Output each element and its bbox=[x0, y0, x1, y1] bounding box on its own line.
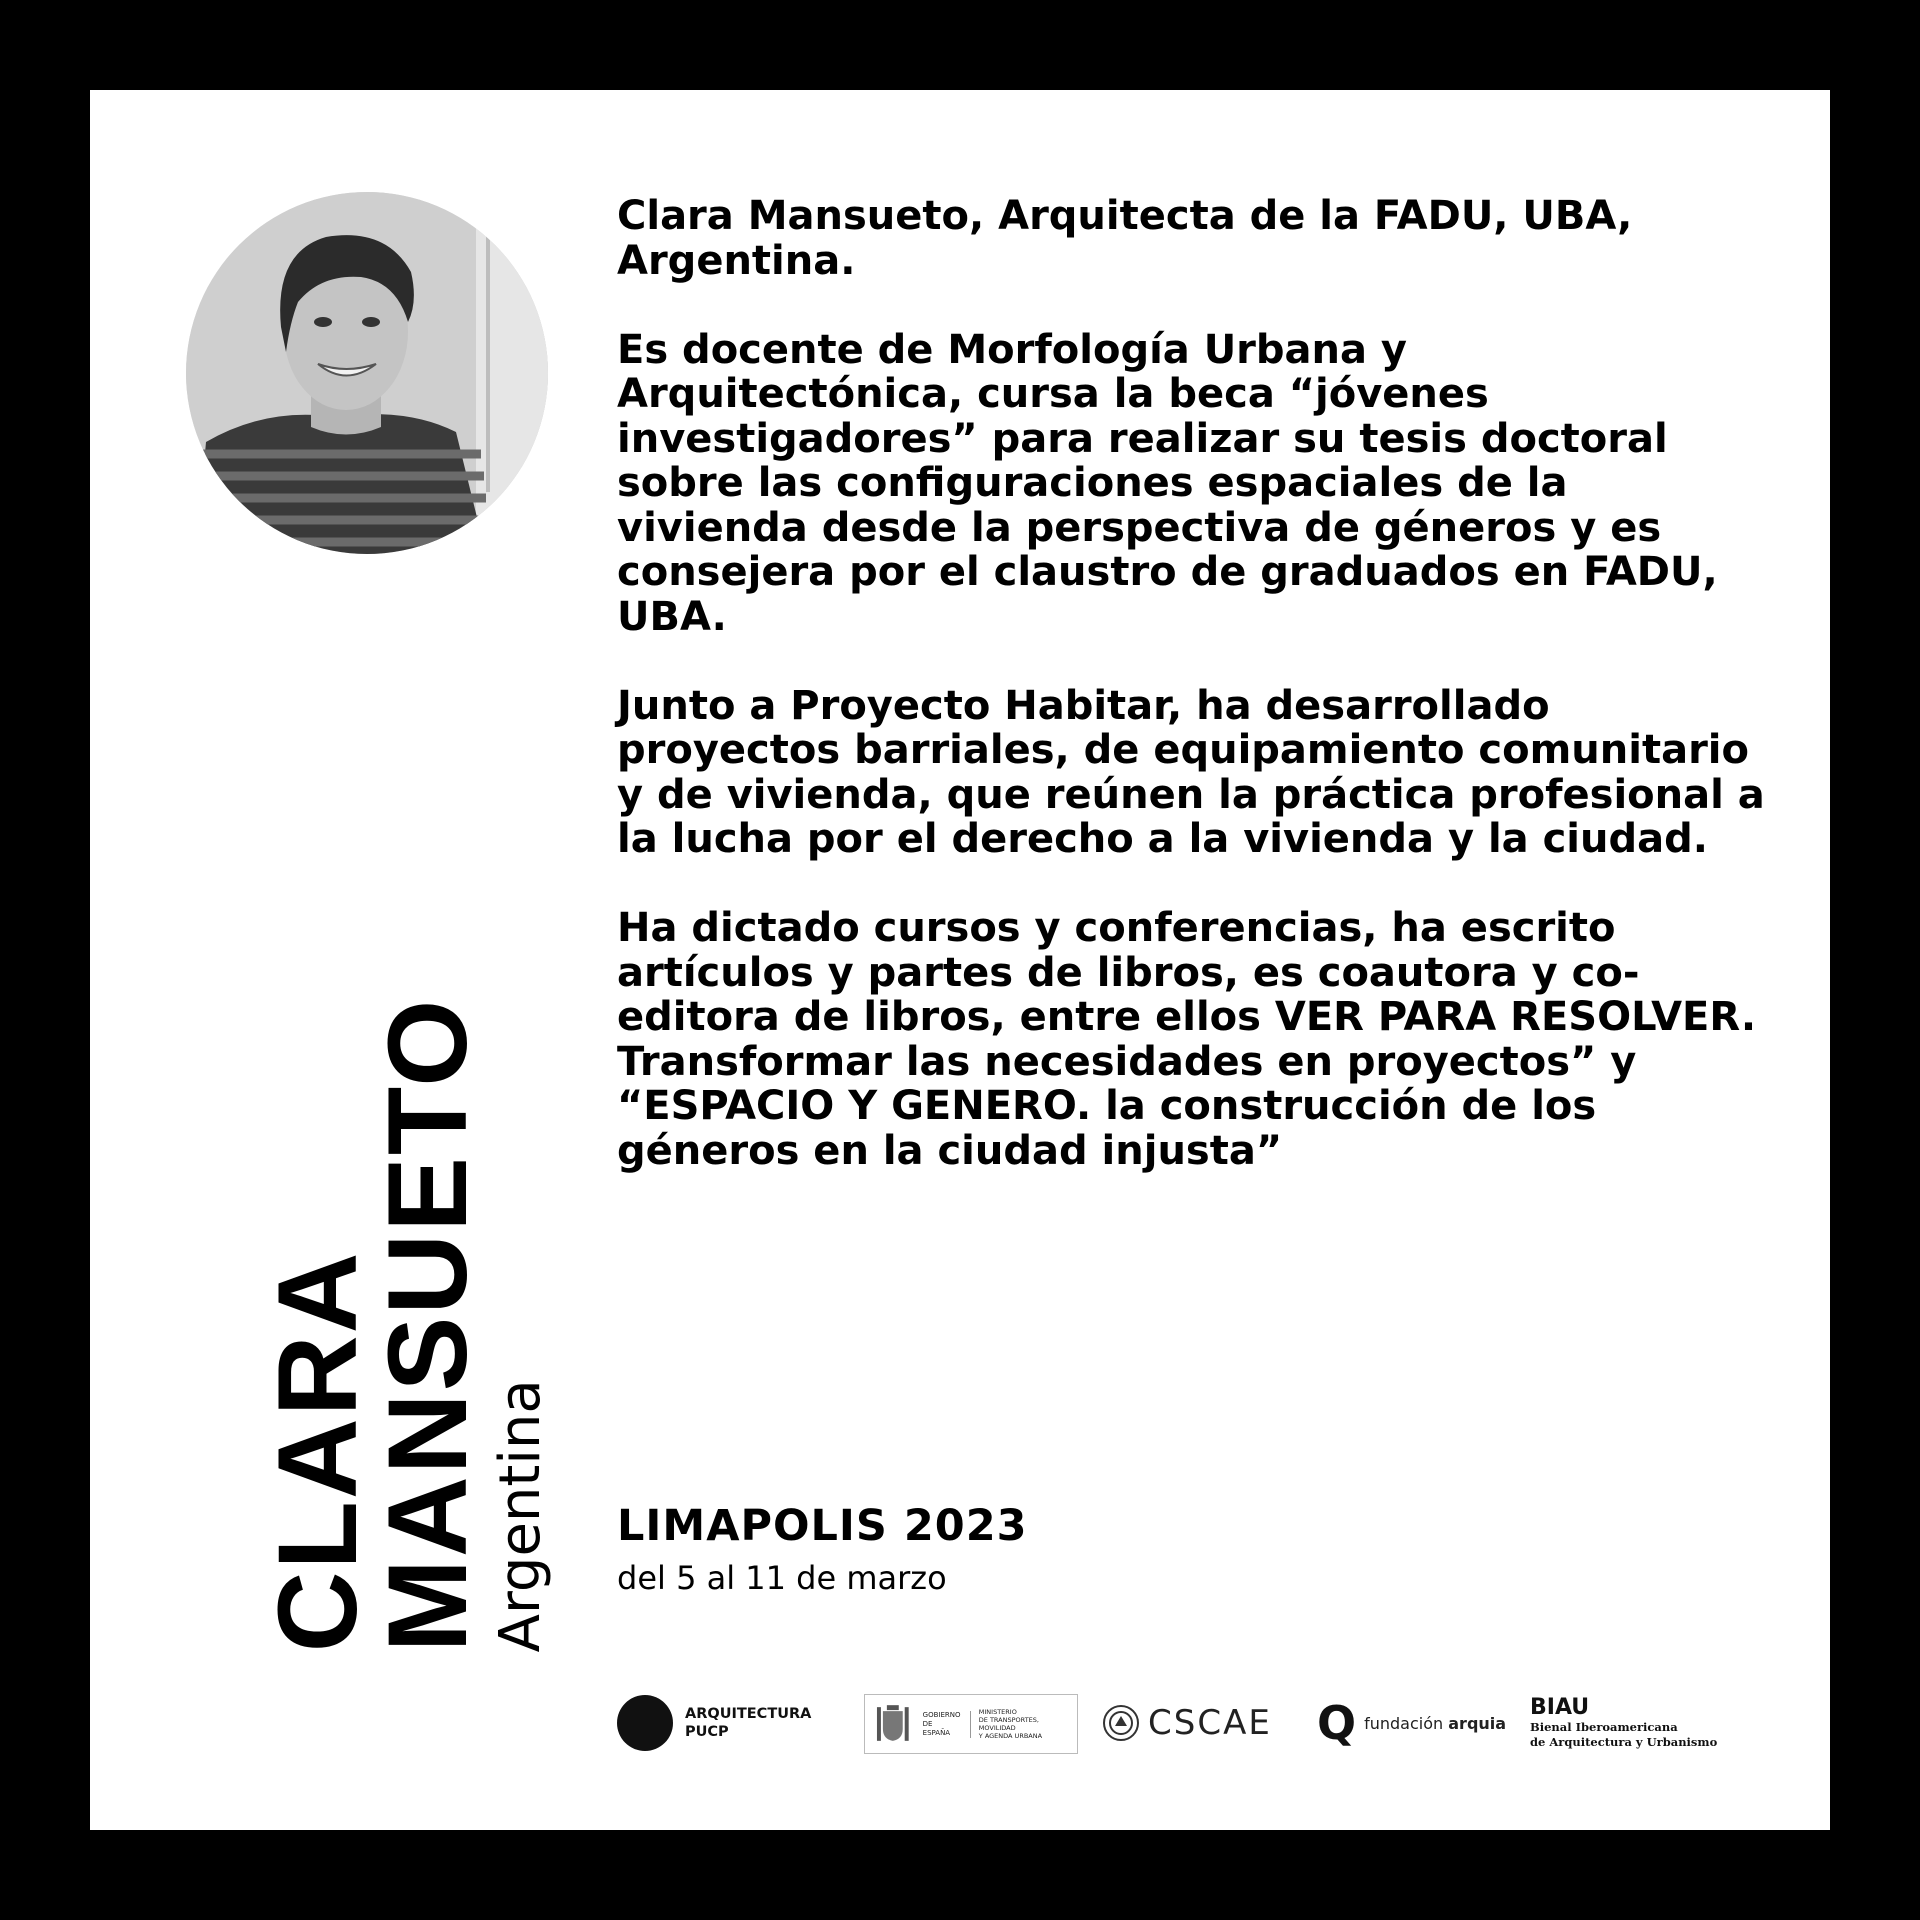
sponsor-logos bbox=[617, 1688, 1747, 1758]
arquia-name: arquia bbox=[1448, 1713, 1507, 1733]
event-info bbox=[617, 1500, 1028, 1600]
cscae-text: CSCAE bbox=[1148, 1703, 1272, 1743]
arquia-prefix: fundación bbox=[1364, 1713, 1444, 1733]
pucp-line1: ARQUITECTURA bbox=[685, 1706, 812, 1722]
speaker-last-name: MANSUETO bbox=[364, 997, 490, 1653]
bio-paragraph-2: Es docente de Morfología Urbana y Arquitectónica, cursa la beca “jóvenes investigadores” para realizar su tesis doctoral sobre las configuraciones espaciales de la vivienda desde la perspectiva de géneros y es consejera por el claustro de graduados en FADU, UBA. bbox=[617, 326, 1718, 640]
gob-col2-line1: MINISTERIO bbox=[978, 1708, 1017, 1716]
gob-col1-line1: GOBIERNO bbox=[922, 1710, 961, 1719]
arquia-q-icon: Q bbox=[1317, 1696, 1357, 1750]
speaker-name-vertical bbox=[254, 997, 557, 1653]
bio-paragraph-1: Clara Mansueto, Arquitecta de la FADU, UBA, Argentina. bbox=[617, 193, 1633, 284]
pucp-emblem-icon bbox=[617, 1695, 673, 1751]
poster-card bbox=[90, 90, 1830, 1830]
logo-fundacion-arquia bbox=[1317, 1688, 1506, 1758]
logo-arquitectura-pucp bbox=[617, 1688, 811, 1758]
speaker-bio bbox=[617, 194, 1767, 1218]
spain-coat-of-arms-icon bbox=[873, 1703, 913, 1745]
event-title: LIMAPOLIS 2023 bbox=[617, 1501, 1028, 1551]
biau-line2: de Arquitectura y Urbanismo bbox=[1530, 1735, 1718, 1749]
bio-paragraph-3: Junto a Proyecto Habitar, ha desarrollado proyectos barriales, de equipamiento comunitario y de vivienda, que reúnen la práctica profesional a la lucha por el derecho a la vivienda y la ciudad. bbox=[617, 682, 1765, 862]
speaker-country: Argentina bbox=[487, 1379, 553, 1653]
biau-line1: Bienal Iberoamericana bbox=[1530, 1720, 1678, 1734]
pucp-line2: PUCP bbox=[685, 1724, 729, 1740]
logo-gobierno-espana bbox=[864, 1694, 1078, 1754]
cscae-seal-icon bbox=[1102, 1704, 1140, 1742]
logo-biau bbox=[1530, 1688, 1717, 1758]
gob-col2-line2: DE TRANSPORTES, MOVILIDAD bbox=[978, 1716, 1039, 1732]
event-dates: del 5 al 11 de marzo bbox=[617, 1559, 947, 1597]
gob-col2-line3: Y AGENDA URBANA bbox=[978, 1732, 1043, 1740]
gob-col1-line2: DE ESPAÑA bbox=[922, 1719, 951, 1737]
logo-cscae bbox=[1102, 1688, 1272, 1758]
bio-paragraph-4: Ha dictado cursos y conferencias, ha escrito artículos y partes de libros, es coautora y co-editora de libros, entre ellos VER PARA RESOLVER. Transformar las necesidades en proyectos” y “ESPACIO Y GENERO. la construcción de los géneros en la ciudad injusta” bbox=[617, 905, 1757, 1174]
speaker-first-name: CLARA bbox=[254, 1250, 380, 1653]
speaker-photo bbox=[186, 192, 548, 554]
biau-title: BIAU bbox=[1530, 1695, 1590, 1720]
